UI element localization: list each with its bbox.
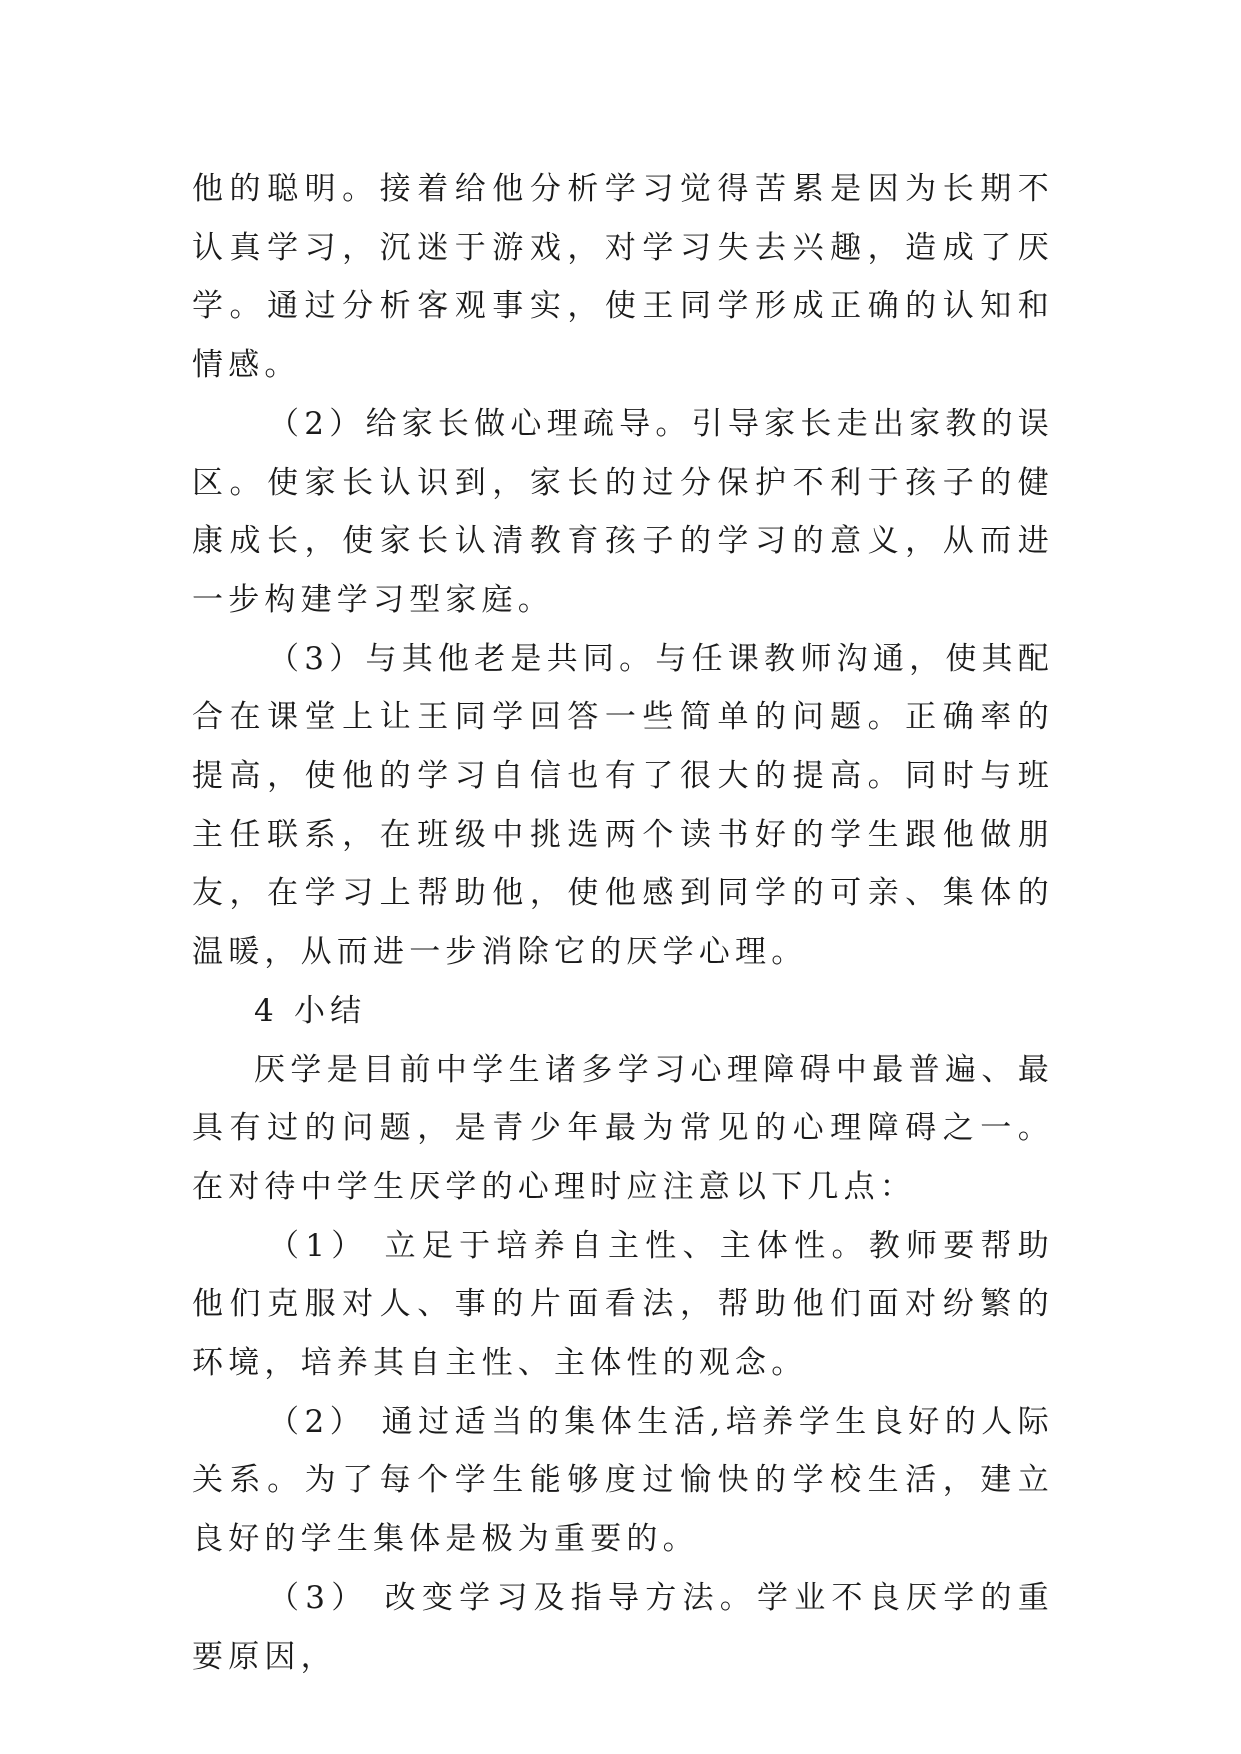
paragraph-point-3: （3） 改变学习及指导方法。学业不良厌学的重要原因， bbox=[192, 1579, 1054, 1675]
paragraph-parent-guidance: （2）给家长做心理疏导。引导家长走出家教的误区。使家长认识到，家长的过分保护不利于孩子的健康成长，使家长认清教育孩子的学习的意义，从而进一步构建学习型家庭。 bbox=[192, 405, 1054, 618]
paragraph-summary-intro: 厌学是目前中学生诸多学习心理障碍中最普遍、最具有过的问题，是青少年最为常见的心理障碍之一。在对待中学生厌学的心理时应注意以下几点： bbox=[192, 1051, 1054, 1205]
section-heading-summary: 4 小结 bbox=[254, 992, 367, 1029]
document-body bbox=[192, 160, 1054, 1686]
paragraph-teacher-cooperation: （3）与其他老是共同。与任课教师沟通，使其配合在课堂上让王同学回答一些简单的问题。正确率的提高，使他的学习自信也有了很大的提高。同时与班主任联系，在班级中挑选两个读书好的学生跟他做朋友，在学习上帮助他，使他感到同学的可亲、集体的温暖，从而进一步消除它的厌学心理。 bbox=[192, 640, 1054, 971]
paragraph-point-1: （1） 立足于培养自主性、主体性。教师要帮助他们克服对人、事的片面看法，帮助他们面对纷繁的环境，培养其自主性、主体性的观念。 bbox=[192, 1227, 1054, 1382]
paragraph-continuation: 他的聪明。接着给他分析学习觉得苦累是因为长期不认真学习，沉迷于游戏，对学习失去兴趣，造成了厌学。通过分析客观事实，使王同学形成正确的认知和情感。 bbox=[192, 171, 1054, 384]
paragraph-point-2: （2） 通过适当的集体生活,培养学生良好的人际关系。为了每个学生能够度过愉快的学校生活，建立良好的学生集体是极为重要的。 bbox=[192, 1403, 1054, 1558]
